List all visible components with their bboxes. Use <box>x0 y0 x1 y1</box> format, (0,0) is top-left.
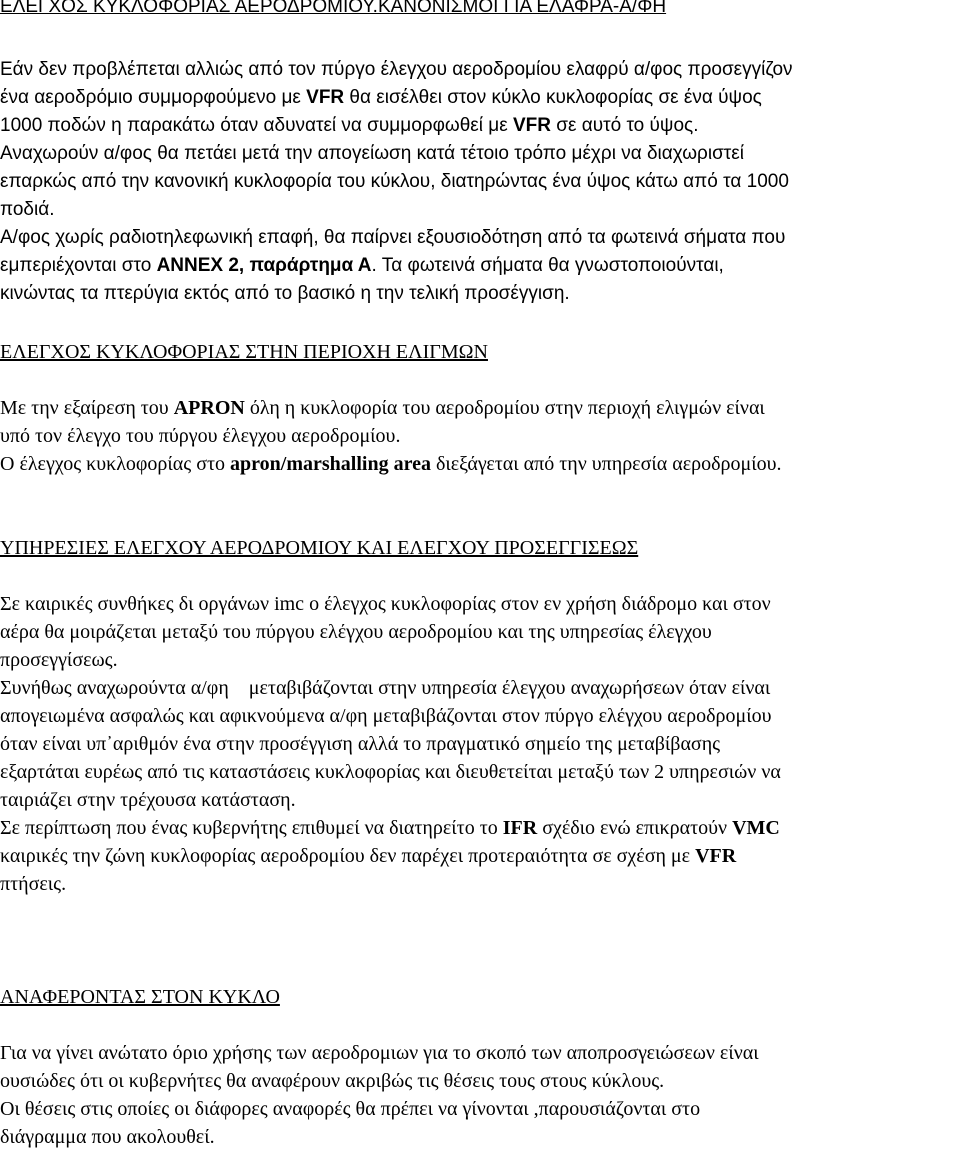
paragraph-line: Εάν δεν προβλέπεται αλλιώς από τον πύργο έλεγχου αεροδρομίου ελαφρύ α/φος προσεγγίζον <box>0 59 793 80</box>
paragraph-line: Οι θέσεις στις οποίες οι διάφορες αναφορές θα πρέπει να γίνονται ,παρουσιάζονται στο <box>0 1098 701 1120</box>
paragraph-line: Αναχωρούν α/φος θα πετάει μετά την απογείωση κατά τέτοιο τρόπο μέχρι να διαχωριστεί <box>0 143 744 164</box>
paragraph-line: ποδιά. <box>0 199 55 220</box>
paragraph-line: 1000 ποδών η παρακάτω όταν αδυνατεί να συμμορφωθεί με VFR σε αυτό το ύψος. <box>0 115 699 136</box>
paragraph-line: απογειωμένα ασφαλώς και αφικνούμενα α/φη μεταβιβάζονται στον πύργο ελέγχου αεροδρομίου <box>0 705 772 727</box>
paragraph-line: αέρα θα μοιράζεται μεταξύ του πύργου ελέγχου αεροδρομίου και της υπηρεσίας έλεγχου <box>0 621 712 643</box>
document-title: ΕΛΕΓΧΟΣ ΚΥΚΛΟΦΟΡΙΑΣ ΑΕΡΟΔΡΟΜΙΟΥ.ΚΑΝΟΝΙΣΜΟΙ ΓΙΑ ΕΛΑΦΡΑ-Α/ΦΗ <box>0 0 667 17</box>
paragraph-line: Συνήθως αναχωρούντα α/φη μεταβιβάζονται στην υπηρεσία έλεγχου αναχωρήσεων όταν είναι <box>0 677 771 699</box>
paragraph-line: ένα αεροδρόμιο συμμορφούμενο με VFR θα εισέλθει στον κύκλο κυκλοφορίας σε ένα ύψος <box>0 87 762 108</box>
bold-term: VFR <box>306 87 345 108</box>
paragraph-line: καιρικές την ζώνη κυκλοφορίας αεροδρομίου δεν παρέχει προτεραιότητα σε σχέση με VFR <box>0 845 737 867</box>
paragraph-line: Για να γίνει ανώτατο όριο χρήσης των αεροδρομιων για το σκοπό των αποπροσγειώσεων είναι <box>0 1042 759 1064</box>
paragraph-line: πτήσεις. <box>0 873 67 895</box>
annex-reference: ΑΝΝΕΧ 2, παράρτημα Α <box>156 255 372 276</box>
section-heading: ΕΛΕΓΧΟΣ ΚΥΚΛΟΦΟΡΙΑΣ ΣΤΗΝ ΠΕΡΙΟΧΗ ΕΛΙΓΜΩΝ <box>0 341 488 363</box>
paragraph-line: προσεγγίσεως. <box>0 649 118 671</box>
bold-term: VFR <box>512 115 551 136</box>
bold-term: VMC <box>732 817 780 839</box>
paragraph-line: υπό τον έλεγχο του πύργου έλεγχου αεροδρομίου. <box>0 425 401 447</box>
paragraph-line: Ο έλεγχος κυκλοφορίας στο apron/marshalling area διεξάγεται από την υπηρεσία αεροδρομίου. <box>0 453 782 475</box>
paragraph-line: Με την εξαίρεση του APRON όλη η κυκλοφορία του αεροδρομίου στην περιοχή ελιγμών είναι <box>0 397 765 419</box>
paragraph-line: επαρκώς από την κανονική κυκλοφορία του κύκλου, διατηρώντας ένα ύψος κάτω από τα 1000 <box>0 171 789 192</box>
paragraph-line: διάγραμμα που ακολουθεί. <box>0 1126 215 1148</box>
paragraph-line: Α/φος χωρίς ραδιοτηλεφωνική επαφή, θα παίρνει εξουσιοδότηση από τα φωτεινά σήματα που <box>0 227 786 248</box>
section-heading: ΑΝΑΦΕΡΟΝΤΑΣ ΣΤΟΝ ΚΥΚΛΟ <box>0 986 280 1008</box>
paragraph-line: εμπεριέχονται στο ΑΝΝΕΧ 2, παράρτημα Α. Τα φωτεινά σήματα θα γνωστοποιούνται, <box>0 255 724 276</box>
paragraph-line: Σε περίπτωση που ένας κυβερνήτης επιθυμεί να διατηρείτο το IFR σχέδιο ενώ επικρατούν VMC <box>0 817 780 839</box>
section-heading: ΥΠΗΡΕΣΙΕΣ ΕΛΕΓΧΟΥ ΑΕΡΟΔΡΟΜΙΟΥ ΚΑΙ ΕΛΕΓΧΟΥ ΠΡΟΣΕΓΓΙΣΕΩΣ <box>0 537 639 559</box>
bold-term: apron/marshalling area <box>230 453 431 475</box>
bold-term: IFR <box>502 817 538 839</box>
paragraph-line: Σε καιρικές συνθήκες δι οργάνων imc ο έλεγχος κυκλοφορίας στον εν χρήση διάδρομο και στον <box>0 593 771 615</box>
paragraph-line: ουσιώδες ότι οι κυβερνήτες θα αναφέρουν ακριβώς τις θέσεις τους στους κύκλους. <box>0 1070 665 1092</box>
paragraph-line: όταν είναι υπ᾽αριθμόν ένα στην προσέγγιση αλλά το πραγματικό σημείο της μεταβίβασης <box>0 733 721 755</box>
bold-term: VFR <box>695 845 737 867</box>
paragraph-line: εξαρτάται ευρέως από τις καταστάσεις κυκλοφορίας και διευθετείται μεταξύ των 2 υπηρεσιών να <box>0 761 781 783</box>
paragraph-line: κινώντας τα πτερύγια εκτός από το βασικό η την τελική προσέγγιση. <box>0 283 570 304</box>
paragraph-line: ταιριάζει στην τρέχουσα κατάσταση. <box>0 789 296 811</box>
bold-term: APRON <box>173 397 245 419</box>
